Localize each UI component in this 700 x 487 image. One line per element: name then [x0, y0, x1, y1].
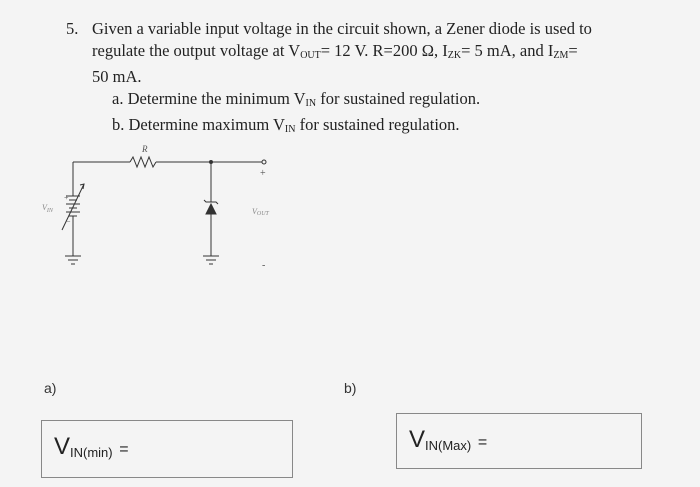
vin-max-main: V: [409, 426, 426, 453]
text-fragment: = 12 V. R=200 Ω, I: [320, 40, 448, 60]
source-plus-sign: +: [64, 193, 69, 202]
text-fragment: = 5 mA, and I: [461, 40, 554, 60]
vin-label-main: V: [42, 203, 47, 212]
answer-a-label: a): [44, 380, 57, 396]
text-fragment: b. Determine maximum V: [112, 115, 285, 134]
output-terminal: [262, 160, 266, 164]
text-fragment: =: [568, 40, 578, 60]
part-a: [112, 88, 480, 114]
problem-parts: [112, 88, 480, 140]
vin-min-label: [54, 433, 129, 461]
problem-body: [92, 18, 666, 88]
vin-label-sub: IN: [46, 208, 53, 214]
subscript: ZK: [447, 49, 462, 61]
text-fragment: a. Determine the minimum V: [112, 89, 306, 108]
vin-max-answer-box[interactable]: [396, 413, 642, 469]
output-minus-sign: -: [262, 260, 266, 271]
resistor-symbol: [130, 157, 156, 167]
vin-max-label: [409, 426, 487, 454]
vin-max-sub: IN(Max): [425, 438, 472, 453]
vin-min-answer-box[interactable]: [41, 420, 293, 478]
problem-line-3: 50 mA.: [92, 67, 142, 86]
zener-diode-triangle: [206, 204, 216, 214]
text-fragment: for sustained regulation.: [295, 115, 460, 134]
source-minus-sign: −: [66, 217, 71, 226]
vout-label-main: V: [252, 207, 257, 216]
problem-number: 5.: [66, 19, 79, 38]
vin-label: [42, 203, 54, 214]
vout-label-sub: OUT: [256, 211, 269, 217]
subscript: ZM: [553, 49, 569, 61]
equals-sign: =: [477, 434, 488, 451]
vout-label: [252, 207, 270, 217]
subscript: OUT: [300, 49, 321, 61]
zener-circuit-diagram: [30, 140, 290, 280]
subscript: IN: [305, 98, 317, 109]
subscript: IN: [284, 124, 296, 135]
part-b: [112, 114, 480, 140]
text-fragment: regulate the output voltage at V: [92, 40, 301, 60]
answer-b-label: b): [344, 380, 357, 396]
text-fragment: for sustained regulation.: [316, 89, 481, 108]
resistor-label: R: [142, 144, 148, 154]
vin-min-sub: IN(min): [70, 445, 113, 460]
problem-line-2: [92, 40, 666, 67]
problem-line-1: Given a variable input voltage in the circuit shown, a Zener diode is used to: [92, 19, 592, 38]
equals-sign: =: [119, 441, 129, 458]
vin-min-main: V: [54, 433, 71, 460]
output-plus-sign: +: [260, 168, 266, 179]
